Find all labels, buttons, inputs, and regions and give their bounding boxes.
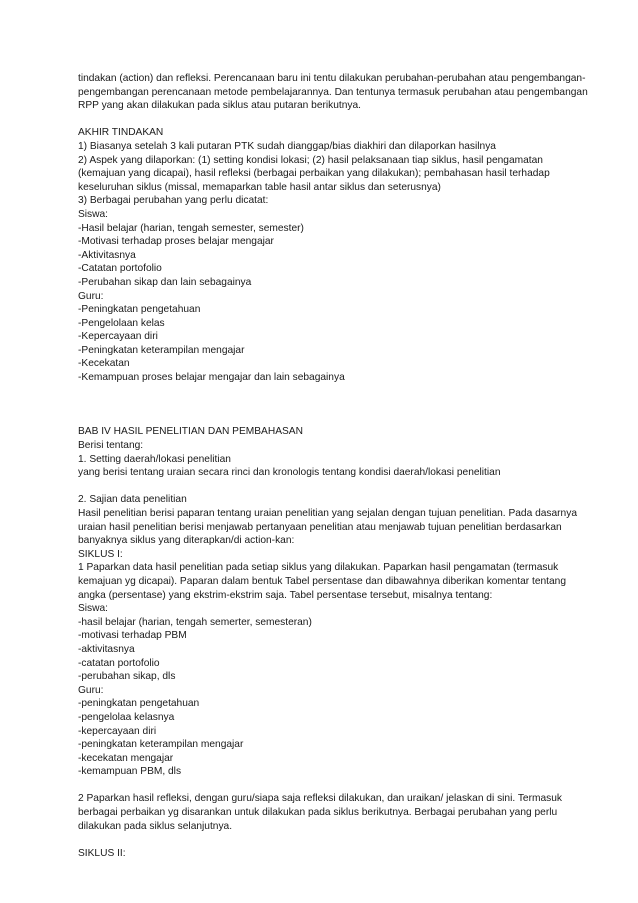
text-line: -peningkatan pengetahuan	[78, 698, 200, 710]
text-line: -pengelolaa kelasnya	[78, 711, 175, 723]
text-line: (kemajuan yang dicapai), hasil refleksi (berbagai perbaikan yang dilakukan); pembahasan hasil terhadap	[78, 168, 550, 180]
paragraph-spacer	[78, 833, 563, 847]
text-line: -Hasil belajar (harian, tengah semester, semester)	[78, 222, 304, 234]
text-line: dilakukan pada siklus selanjutnya.	[78, 820, 233, 832]
text-line: Siswa:	[78, 208, 109, 220]
text-line: -Kemampuan proses belajar mengajar dan lain sebagainya	[78, 372, 345, 384]
text-line: RPP yang akan dilakukan pada siklus atau putaran berikutnya.	[78, 100, 361, 112]
text-line: Hasil penelitian berisi paparan tentang uraian penelitian yang sejalan dengan tujuan penelitian. Pada dasarnya	[78, 508, 577, 520]
text-line: 3) Berbagai perubahan yang perlu dicatat:	[78, 195, 269, 207]
document-body	[78, 72, 588, 860]
text-line: Berisi tentang:	[78, 440, 144, 452]
text-line: -Peningkatan pengetahuan	[78, 304, 201, 316]
text-line: -Catatan portofolio	[78, 263, 162, 275]
text-line: pengembangan perencanaan metode pembelajarannya. Dan tentunya termasuk perubahan atau pengembangan	[78, 86, 588, 98]
text-line: 1) Biasanya setelah 3 kali putaran PTK sudah dianggap/bias diakhiri dan dilaporkan hasilnya	[78, 140, 496, 152]
text-line: 2 Paparkan hasil refleksi, dengan guru/siapa saja refleksi dilakukan, dan uraikan/ jelaskan di sini. Termasuk	[78, 793, 562, 805]
text-line: tindakan (action) dan refleksi. Perencanaan baru ini tentu dilakukan perubahan-perubahan atau pengembangan-	[78, 73, 586, 84]
paragraph-spacer	[78, 779, 563, 793]
text-line: 2) Aspek yang dilaporkan: (1) setting kondisi lokasi; (2) hasil pelaksanaan tiap siklus, hasil pengamatan	[78, 154, 543, 166]
text-line: angka (persentase) yang ekstrim-ekstrim saja. Tabel persentase tersebut, misalnya tentang:	[78, 589, 493, 601]
text-line: -perubahan sikap, dls	[78, 671, 176, 683]
text-line: -Kecekatan	[78, 358, 130, 370]
text-line: 1. Setting daerah/lokasi penelitian	[78, 453, 231, 465]
section-spacer	[78, 385, 563, 426]
text-line: banyaknya siklus yang diterapkan/di action-kan:	[78, 535, 295, 547]
text-line: -Perubahan sikap dan lain sebagainya	[78, 276, 252, 288]
text-line: SIKLUS I:	[78, 548, 123, 560]
text-line: -motivasi terhadap PBM	[78, 630, 187, 642]
text-line: -kecekatan mengajar	[78, 752, 174, 764]
text-line: keseluruhan siklus (missal, memaparkan table hasil antar siklus dan seterusnya)	[78, 181, 441, 193]
paragraph-spacer	[78, 113, 563, 127]
text-line: AKHIR TINDAKAN	[78, 127, 164, 139]
text-line: 1 Paparkan data hasil penelitian pada setiap siklus yang dilakukan. Paparkan hasil pengamatan (termasuk	[78, 562, 559, 574]
text-line: uraian hasil penelitian berisi menjawab pertanyaan penelitian atau menjawab tujuan penelitian berdasarkan	[78, 521, 562, 533]
text-line: -kepercayaan diri	[78, 725, 157, 737]
text-line: Siswa:	[78, 603, 109, 615]
text-line: -Motivasi terhadap proses belajar mengajar	[78, 236, 274, 248]
text-line: Guru:	[78, 290, 104, 302]
text-line: -catatan portofolio	[78, 657, 160, 669]
text-line: -Peningkatan keterampilan mengajar	[78, 344, 245, 356]
text-line: Guru:	[78, 684, 104, 696]
text-line: -Kepercayaan diri	[78, 331, 158, 343]
text-line: yang berisi tentang uraian secara rinci dan kronologis tentang kondisi daerah/lokasi penelitian	[78, 467, 501, 479]
text-line: -Aktivitasnya	[78, 249, 136, 261]
text-line: -peningkatan keterampilan mengajar	[78, 739, 244, 751]
text-line: 2. Sajian data penelitian	[78, 494, 187, 506]
text-line: -Pengelolaan kelas	[78, 317, 165, 329]
paragraph-spacer	[78, 480, 563, 494]
text-line: SIKLUS II:	[78, 847, 126, 859]
text-line: -aktivitasnya	[78, 643, 135, 655]
text-line: -kemampuan PBM, dls	[78, 766, 182, 778]
text-line: kemajuan yg dicapai). Paparan dalam bentuk Tabel persentase dan dibawahnya diberikan komentar tentang	[78, 575, 566, 587]
text-line: BAB IV HASIL PENELITIAN DAN PEMBAHASAN	[78, 426, 303, 438]
text-line: -hasil belajar (harian, tengah semerter, semesteran)	[78, 616, 312, 628]
text-line: berbagai perbaikan yg disarankan untuk dilakukan pada siklus berikutnya. Berbagai perubahan yang perlu	[78, 807, 558, 819]
